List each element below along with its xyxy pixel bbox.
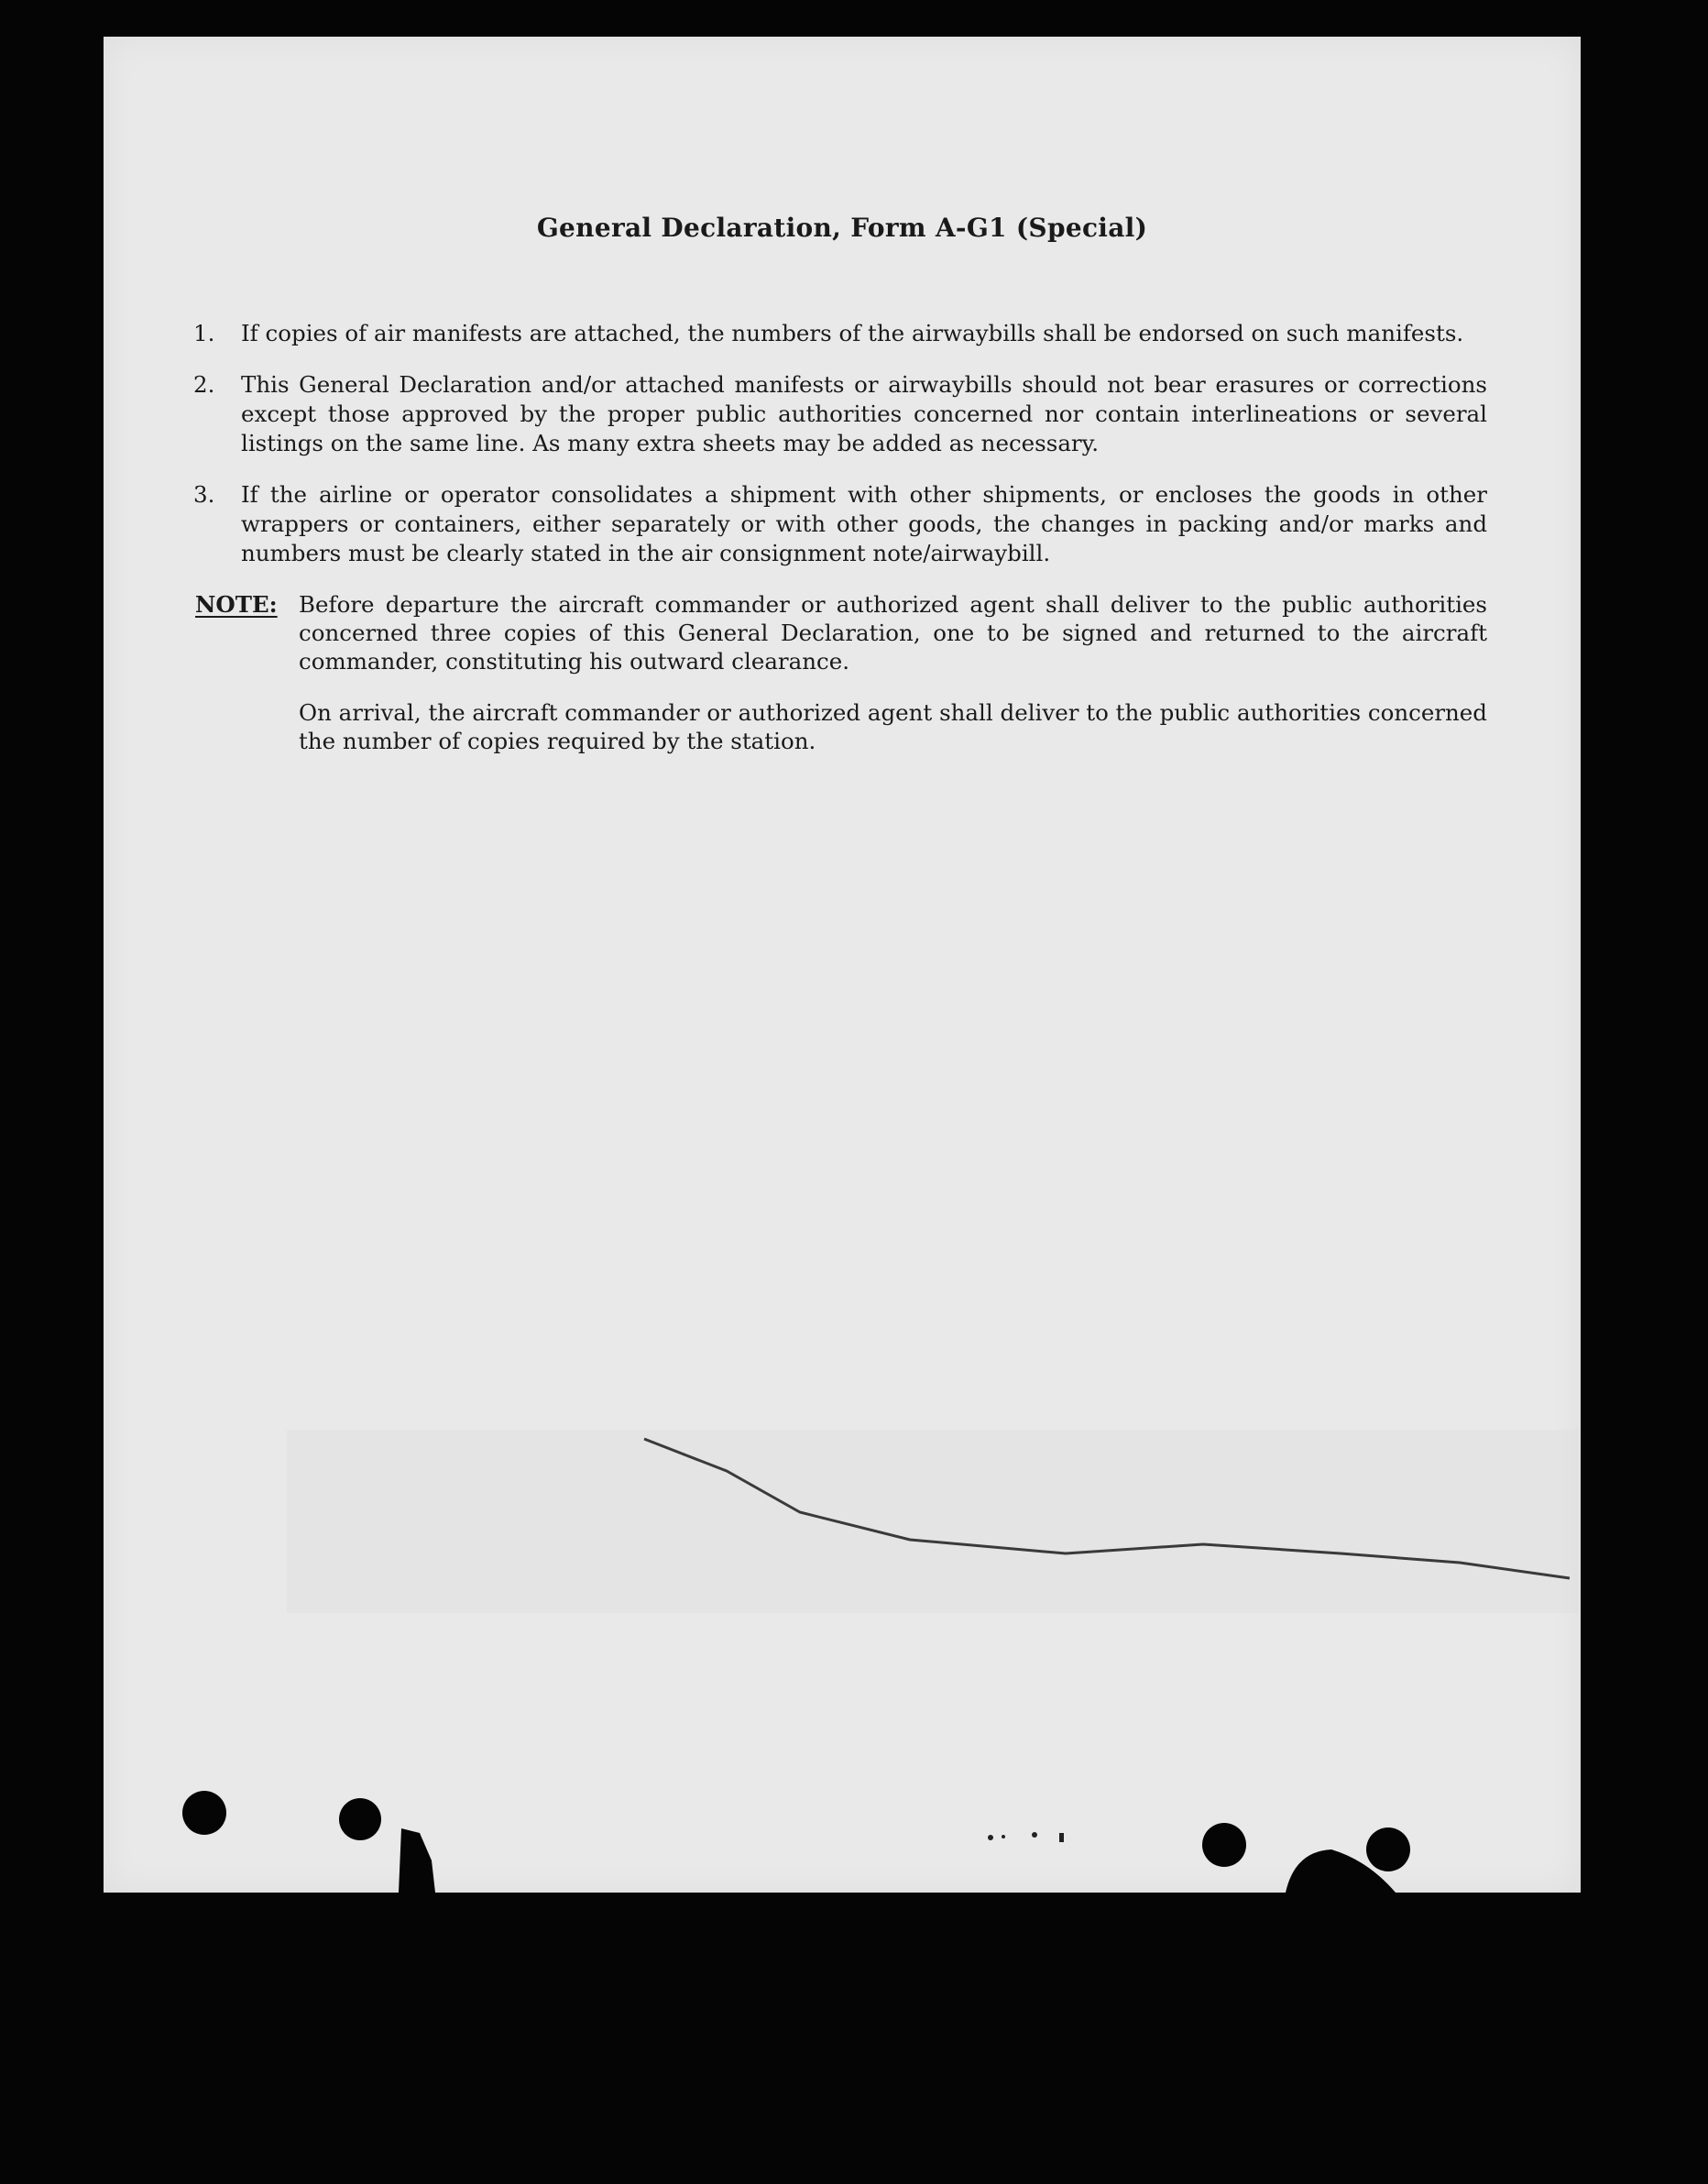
speck bbox=[1059, 1833, 1064, 1842]
speck bbox=[1002, 1835, 1005, 1838]
item-text: If the airline or operator consolidates a shipment with other shipments, or encloses the goods in other wrappers or containers, either separately or with other goods, the changes in packing and/or marks and numbers must be clearly stated in the air consignment note/airwaybill. bbox=[241, 481, 1487, 566]
tear-mark bbox=[399, 1828, 435, 1893]
punch-hole bbox=[339, 1798, 381, 1840]
scan-artifacts bbox=[104, 37, 1581, 1893]
note-paragraph: On arrival, the aircraft commander or authorized agent shall deliver to the public authorities concerned the number of copies required by the station. bbox=[299, 699, 1487, 754]
punch-hole bbox=[1202, 1823, 1246, 1867]
tape-band bbox=[287, 1430, 1579, 1613]
document-page bbox=[104, 37, 1581, 1893]
item-number: 3. bbox=[193, 481, 215, 508]
note-label: NOTE: bbox=[195, 591, 278, 618]
item-text: If copies of air manifests are attached, the numbers of the airwaybills shall be endorsed on such manifests. bbox=[241, 320, 1464, 346]
item-number: 2. bbox=[193, 371, 215, 398]
speck bbox=[988, 1835, 993, 1840]
note-paragraph: Before departure the aircraft commander or authorized agent shall deliver to the public authorities concerned three copies of this General Declaration, one to be signed and returned to the aircraft commander, constituting his outward clearance. bbox=[299, 591, 1487, 675]
item-number: 1. bbox=[193, 320, 215, 346]
speck bbox=[1032, 1832, 1037, 1838]
document-title: General Declaration, Form A-G1 (Special) bbox=[536, 213, 1148, 243]
punch-hole bbox=[1366, 1827, 1410, 1871]
punch-hole bbox=[182, 1791, 226, 1835]
item-text: This General Declaration and/or attached manifests or airwaybills should not bear erasures or corrections except those approved by the proper public authorities concerned nor contain interlineations or several listings on the same line. As many extra sheets may be added as necessary. bbox=[241, 371, 1487, 456]
